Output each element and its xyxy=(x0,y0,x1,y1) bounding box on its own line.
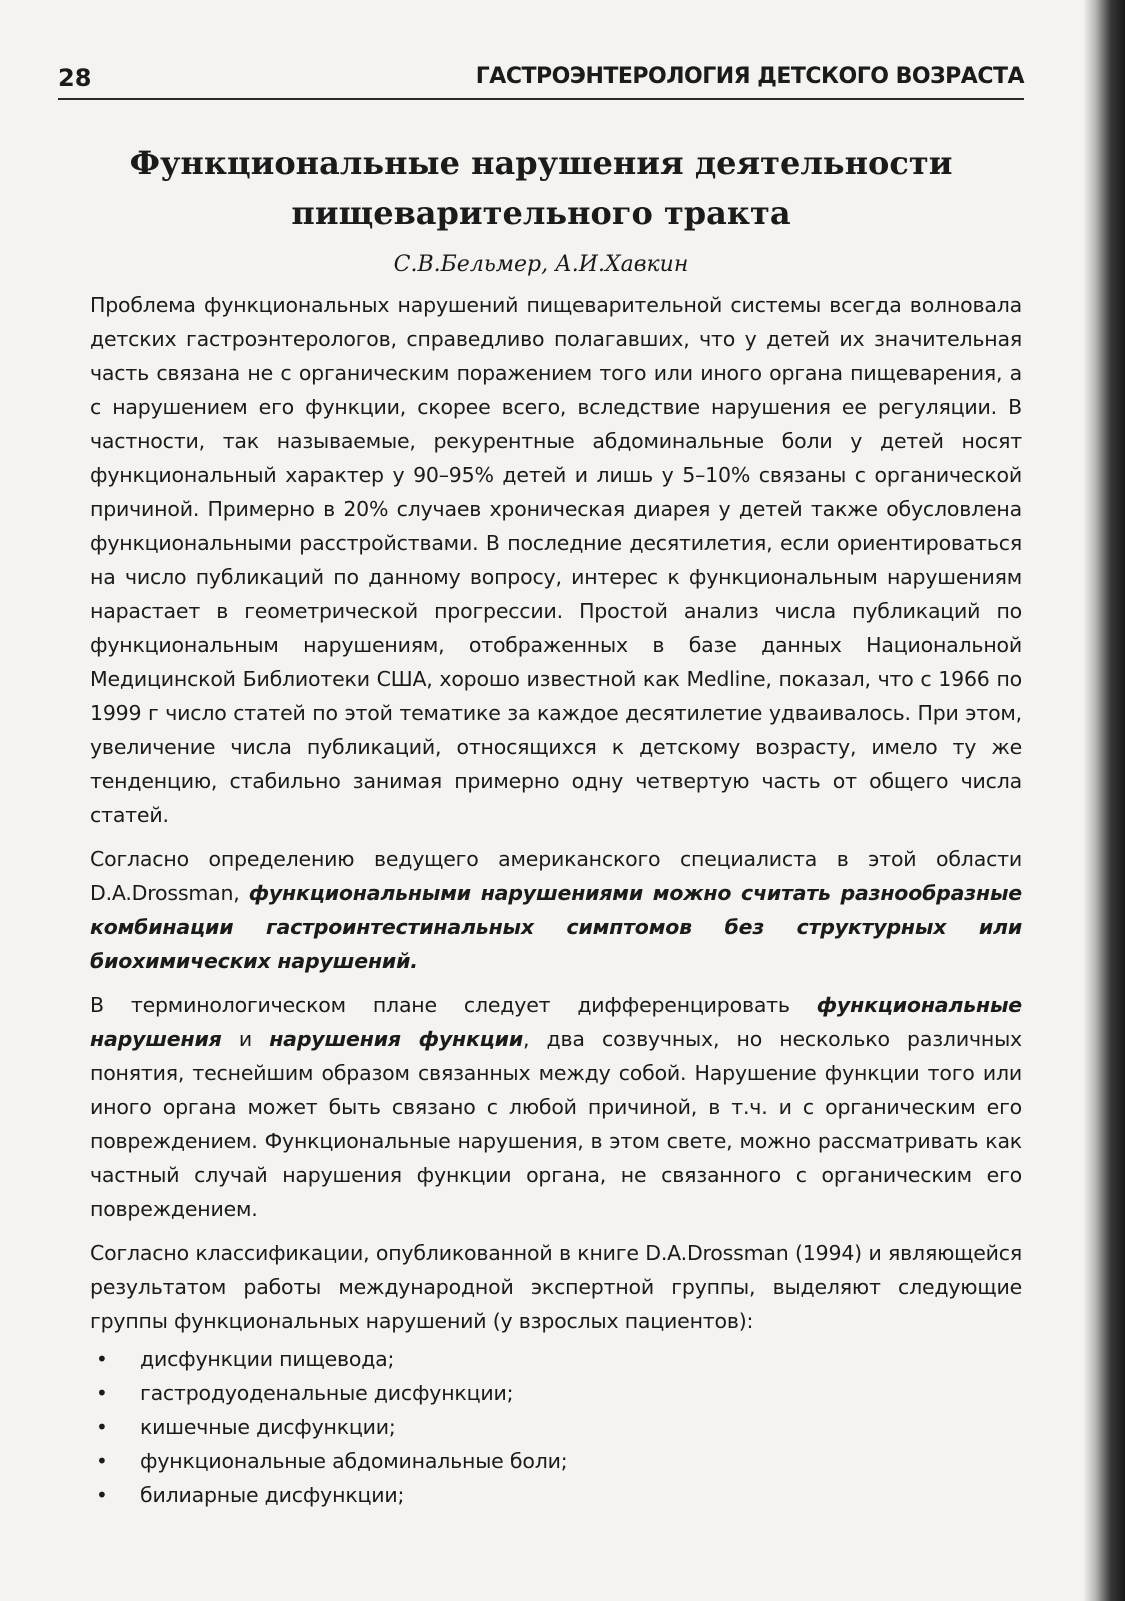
list-item xyxy=(90,1410,1022,1444)
paragraph-2-definition: функциональными нарушениями можно считать разнообразные комбинации гастроинтестинальных симптомов без структурных или биохимических нарушений. xyxy=(90,881,1023,973)
paragraph-3-part-b: и xyxy=(221,1027,270,1051)
article-authors: С.В.Бельмер, А.И.Хавкин xyxy=(393,252,689,277)
bullet-icon: • xyxy=(96,1347,108,1371)
paragraph-2-lead: Согласно определению ведущего американского специалиста в этой области D.A.Drossman, xyxy=(90,847,1022,905)
book-binding-shadow xyxy=(1083,0,1125,1601)
list-item xyxy=(90,1342,1022,1376)
running-head: ГАСТРОЭНТЕРОЛОГИЯ ДЕТСКОГО ВОЗРАСТА xyxy=(475,64,1024,89)
list-item-text: гастродуоденальные дисфункции; xyxy=(140,1381,514,1405)
paragraph-4: Согласно классификации, опубликованной в книге D.A.Drossman (1994) и являющейся результатом работы международной экспертной группы, выделяют следующие группы функциональных нарушений (у взрослых пациентов): xyxy=(90,1241,1022,1333)
page-number: 28 xyxy=(58,64,92,92)
list-item-text: функциональные абдоминальные боли; xyxy=(140,1449,568,1473)
list-item xyxy=(90,1478,1022,1512)
list-item xyxy=(90,1376,1022,1410)
list-item-text: кишечные дисфункции; xyxy=(140,1415,396,1439)
bullet-icon: • xyxy=(96,1415,108,1439)
bullet-icon: • xyxy=(96,1381,108,1405)
paragraph-3-part-c: , два созвучных, но несколько различных понятия, теснейшим образом связанных между собой. Нарушение функции того или иного органа может быть связано с любой причиной, в т.ч. и с органическим его повреждением. Функциональные нарушения, в этом свете, можно рассматривать как частный случай нарушения функции органа, не связанного с органическим его повреждением. xyxy=(90,1027,1022,1221)
article-title xyxy=(58,138,1024,238)
bullet-icon: • xyxy=(96,1483,108,1507)
term-functional-disorders: функциональные нарушения xyxy=(90,993,1022,1051)
list-item-text: дисфункции пищевода; xyxy=(140,1347,395,1371)
term-function-disorders: нарушения функции xyxy=(269,1027,523,1051)
bullet-icon: • xyxy=(96,1449,108,1473)
disorder-groups-list xyxy=(90,1342,1022,1512)
paragraph-3-part-a: В терминологическом плане следует дифференцировать xyxy=(90,993,817,1017)
page-header xyxy=(58,62,1024,102)
header-rule xyxy=(58,98,1024,100)
list-item-text: билиарные дисфункции; xyxy=(140,1483,405,1507)
paragraph-3 xyxy=(90,988,1022,1226)
title-line-1: Функциональные нарушения деятельности xyxy=(129,144,953,182)
paragraph-1: Проблема функциональных нарушений пищеварительной системы всегда волновала детских гастроэнтерологов, справедливо полагавших, что у детей их значительная часть связана не с органическим поражением того или иного органа пищеварения, а с нарушением его функции, скорее всего, вследствие нарушения ее регуляции. В частности, так называемые, рекурентные абдоминальные боли у детей носят функциональный характер у 90–95% детей и лишь у 5–10% связаны с органической причиной. Примерно в 20% случаев хроническая диарея у детей также обусловлена функциональными расстройствами. В последние десятилетия, если ориентироваться на число публикаций по данному вопросу, интерес к функциональным нарушениям нарастает в геометрической прогрессии. Простой анализ числа публикаций по функциональным нарушениям, отображенных в базе данных Национальной Медицинской Библиотеки США, хорошо известной как Medline, показал, что с 1966 по 1999 г число статей по этой тематике за каждое десятилетие удваивалось. При этом, увеличение числа публикаций, относящихся к детскому возрасту, имело ту же тенденцию, стабильно занимая примерно одну четвертую часть от общего числа статей. xyxy=(90,293,1022,827)
title-line-2: пищеварительного тракта xyxy=(291,194,791,232)
list-item xyxy=(90,1444,1022,1478)
article-body xyxy=(90,288,1022,1512)
paragraph-2 xyxy=(90,842,1022,978)
